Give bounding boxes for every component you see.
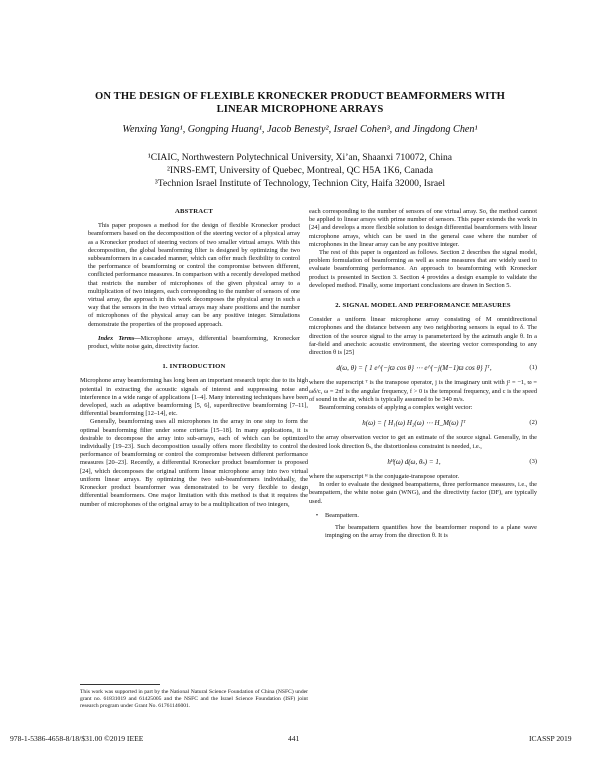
beampattern-paragraph: The beampattern quantifies how the beamformer respond to a plane wave impinging on the array from the direction θ. It is xyxy=(325,524,537,540)
title-line-2: LINEAR MICROPHONE ARRAYS xyxy=(216,103,384,115)
equation-2 xyxy=(309,419,537,427)
equation-3-number: (3) xyxy=(529,457,537,465)
right-column xyxy=(309,208,537,541)
signal-model-paragraph: Consider a uniform linear microphone array consisting of M omnidirectional microphones and the distance between any two neighboring sensors is equal to δ. The direction of the source signal to the array is parameterized by the azimuth angle θ. In a far-field and anechoic acoustic environment, the steering vector corresponding to any direction θ is [25] xyxy=(309,316,537,357)
conjugate-paragraph: where the superscript ᴴ is the conjugate-transpose operator. xyxy=(309,473,460,481)
footer-isbn: 978-1-5386-4658-8/18/$31.00 ©2019 IEEE xyxy=(10,734,144,743)
affiliations xyxy=(40,151,560,191)
intro-heading: 1. INTRODUCTION xyxy=(162,363,226,371)
bullet-label: Beampattern. xyxy=(325,511,359,519)
abstract-text: This paper proposes a method for the design of flexible Kronecker product beamformers based on the decomposition of the steering vector of a physical array as a Kronecker product of steering vectors of two smaller virtual arrays. With this decomposition, the global beamforming filter is designed by optimizing the two subbeamformers in a cascaded manner, which can offer much flexibility to control the performance of beamforming or control the compromise between different, conflicted performance measures. In comparison with a recently developed method that restricts the number of microphones of the given physical array to a multiplication of two integers, each corresponding to the number of sensors of one virtual array, the approach in this work decomposes the physical array in such a way that the sensors in the two virtual arrays may share positions and the number of microphones of the physical array can be any positive integer. Simulations demonstrate the properties of the proposed approach. xyxy=(88,222,300,328)
section-2-heading: 2. SIGNAL MODEL AND PERFORMANCE MEASURES xyxy=(335,302,511,310)
footnote-rule xyxy=(80,684,160,685)
index-terms-text: Microphone arrays, differential beamforming, Kronecker product, white noise gain, directivity factor. xyxy=(88,334,300,351)
equation-1-body: d(ω, θ) = [ 1 e^{−jϖ cos θ} ⋯ e^{−j(M−1)ϖ cos θ} ]ᵀ, xyxy=(336,364,492,373)
affiliation-3: ³Technion Israel Institute of Technology, Technion City, Haifa 32000, Israel xyxy=(154,178,446,190)
intro-paragraph-1: Microphone array beamforming has long been an important research topic due to its high potential in extracting the acoustic signals of interest and suppressing noise and interference in a wide range of applications [1–4]. Many interesting techniques have been developed, such as adaptive beamforming [5, 6], superdirective beamforming [7–11], differential beamforming [12–14], etc. xyxy=(80,377,308,418)
intro-continuation: each corresponding to the number of sensors of one virtual array. So, the method cannot be applied to linear arrays with prime number of sensors. This paper extends the work in [24] and develops a more flexible solution to design differential beamformers with linear microphone arrays, which can be used in the general case where the number of microphones in the linear array can be any positive integer. xyxy=(309,208,537,248)
equation-3-body: hᴴ(ω) d(ω, θₛ) = 1, xyxy=(387,457,441,466)
index-terms-label: Index Terms— xyxy=(98,334,141,342)
equation-2-number: (2) xyxy=(529,419,537,427)
author-list: Wenxing Yang¹, Gongping Huang¹, Jacob Benesty², Israel Cohen³, and Jingdong Chen¹ xyxy=(122,124,478,135)
affiliation-1: ¹CIAIC, Northwestern Polytechnical University, Xi’an, Shaanxi 710072, China xyxy=(147,152,453,163)
equation-1-number: (1) xyxy=(529,364,537,372)
estimate-paragraph: to the array observation vector to get an estimate of the source signal. Generally, in the desired look direction θₛ, the distortionless constraint is needed, i.e., xyxy=(309,434,537,450)
left-column xyxy=(80,208,308,509)
footer-conference: ICASSP 2019 xyxy=(529,734,572,743)
transpose-paragraph: where the superscript ᵀ is the transpose operator, j is the imaginary unit with j² = −1, ϖ = ωδ/c, ω = 2πf is the angular frequency, f > 0 is the temporal frequency, and c is the speed of sound in the air, which is typically assumed to be 340 m/s. xyxy=(309,379,537,403)
equation-1 xyxy=(309,364,537,372)
index-terms xyxy=(88,335,300,351)
abstract-block xyxy=(80,222,308,351)
beamforming-paragraph: Beamforming consists of applying a complex weight vector: xyxy=(319,404,473,412)
beampattern-bullet xyxy=(309,512,537,520)
affiliation-2: ²INRS-EMT, University of Quebec, Montreal, QC H5A 1K6, Canada xyxy=(167,165,433,177)
equation-3 xyxy=(309,458,537,466)
title-line-1: ON THE DESIGN OF FLEXIBLE KRONECKER PRODUCT BEAMFORMERS WITH xyxy=(95,91,505,102)
footer-page-number: 441 xyxy=(288,734,300,743)
bullet-marker: • xyxy=(315,511,319,519)
equation-2-body: h(ω) = [ H₁(ω) H₂(ω) ⋯ H_M(ω) ]ᵀ xyxy=(362,419,466,428)
measures-paragraph: In order to evaluate the designed beampatterns, three performance measures, i.e., the beampattern, the white noise gain (WNG), and the directivity factor (DF), are typically used. xyxy=(309,481,537,505)
organization-paragraph: The rest of this paper is organized as follows. Section 2 describes the signal model, problem formulation of beamforming as well as some measures that are widely used to evaluate beamforming performance. An approach to beamforming with Kronecker product is presented in Section 3. Section 4 provides a design example to validate the developed method. Finally, some important conclusions are drawn in Section 5. xyxy=(309,249,537,289)
abstract-heading: ABSTRACT xyxy=(174,208,214,215)
footnote: This work was supported in part by the National Natural Science Foundation of China (NSFC) under grant no. 61831019 and 61425005 and the NSFC and the Israel Science Foundation (ISF) joint research program under Grant No. 61761146001. xyxy=(80,689,308,710)
paper-title xyxy=(60,91,540,116)
intro-paragraph-2: Generally, beamforming uses all microphones in the array in one step to form the optimal beamforming filter under some criteria [15–18]. In many applications, it is desirable to decompose the array into sub-arrays, each of which can be optimized individually [19–23]. Such decomposition usually offers more flexibility to control the performance of beamforming or control the compromise between different performance measures [20–23]. Recently, a differential Kronecker product beamformer is proposed [24], which decomposes the original uniform linear microphone array into two virtual uniform linear arrays. By optimizing the two sub-beamformers individually, the Kronecker product beamformer was demonstrated to be very flexible to design differential beamformers. One major limitation with this method is that it requires the number of microphones of the original array to be a multiplication of two integers, xyxy=(80,418,308,508)
